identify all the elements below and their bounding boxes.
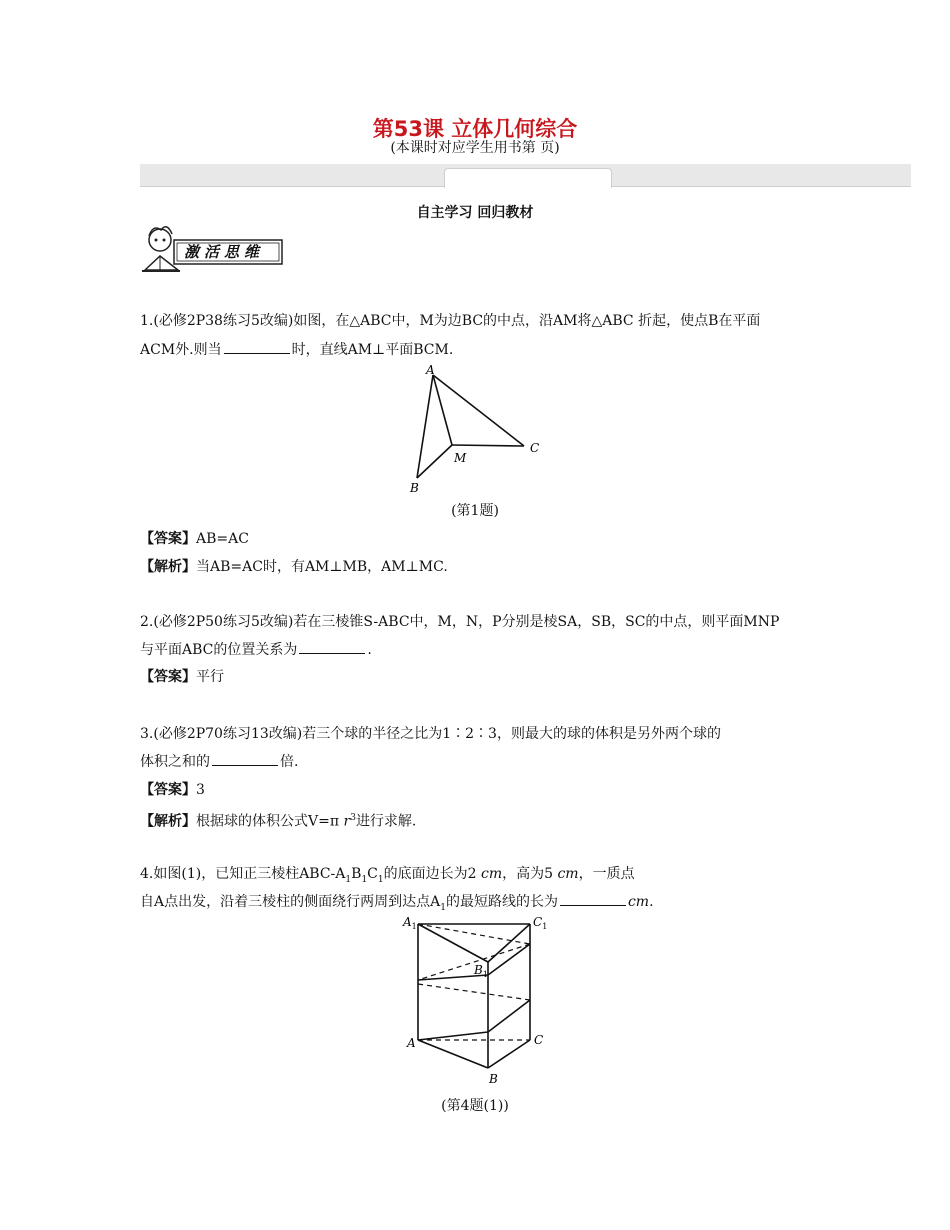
section-heading: 自主学习 回归教材 bbox=[416, 205, 534, 221]
q3-line1: 3.(必修2P70练习13改编)若三个球的半径之比为1∶2∶3，则最大的球的体积是另外两个球的 bbox=[140, 726, 721, 742]
q3-answer: 【答案】3 bbox=[140, 782, 205, 798]
q4-line2: 自A点出发，沿着三棱柱的侧面绕行两周到达点$A_1$的最短路线的长为 cm. bbox=[140, 888, 654, 923]
badge-label: 激活思维 bbox=[184, 243, 265, 261]
q4-blank bbox=[560, 891, 626, 906]
header-tab bbox=[444, 168, 612, 188]
q1-analysis: 【解析】当AB=AC时，有AM⊥MB，AM⊥MC. bbox=[140, 559, 448, 575]
label-M: M bbox=[454, 451, 467, 465]
label-B: B bbox=[489, 1072, 498, 1086]
q1-line1: 1.(必修2P38练习5改编)如图，在△ABC中，M为边BC的中点，沿AM将△ABC 折起，使点B在平面 bbox=[140, 313, 761, 329]
label-A: A bbox=[407, 1036, 416, 1050]
q3-blank bbox=[212, 751, 278, 766]
label-A1: $A_1$ bbox=[403, 915, 417, 931]
q3-analysis: 【解析】根据球的体积公式V=π $r^3$进行求解. bbox=[140, 813, 417, 830]
q3-line2: 体积之和的 倍. bbox=[140, 748, 298, 777]
q1-caption: (第1题) bbox=[451, 503, 499, 519]
lesson-title: 第53课 立体几何综合 bbox=[372, 117, 578, 141]
q2-answer: 【答案】平行 bbox=[140, 669, 224, 685]
q4-caption: (第4题(1)) bbox=[441, 1098, 509, 1114]
label-B1: $B_1$ bbox=[474, 963, 488, 979]
q2-line2: 与平面ABC的位置关系为 . bbox=[140, 636, 372, 665]
label-C: C bbox=[530, 441, 540, 455]
label-C1: $C_1$ bbox=[533, 915, 548, 931]
label-A: A bbox=[426, 363, 435, 377]
q1-line2: ACM外.则当 时，直线AM⊥平面BCM. bbox=[140, 336, 453, 365]
lesson-subtitle: (本课时对应学生用书第 页) bbox=[390, 140, 560, 156]
q2-line1: 2.(必修2P50练习5改编)若在三棱锥S-ABC中，M，N，P分别是棱SA，SB，SC的中点，则平面MNP bbox=[140, 614, 780, 630]
activate-thinking-badge bbox=[140, 226, 284, 272]
figure-q1 bbox=[400, 362, 550, 497]
q1-blank bbox=[224, 339, 290, 354]
q1-answer: 【答案】AB=AC bbox=[140, 531, 249, 547]
figure-q4 bbox=[395, 912, 560, 1092]
label-C: C bbox=[534, 1033, 544, 1047]
label-B: B bbox=[410, 481, 419, 495]
q4-line1: 4.如图(1)，已知正三棱柱ABC-$A_1B_1C_1$的底面边长为2 cm，高为5 cm，一质点 bbox=[140, 866, 635, 885]
q2-blank bbox=[299, 639, 365, 654]
